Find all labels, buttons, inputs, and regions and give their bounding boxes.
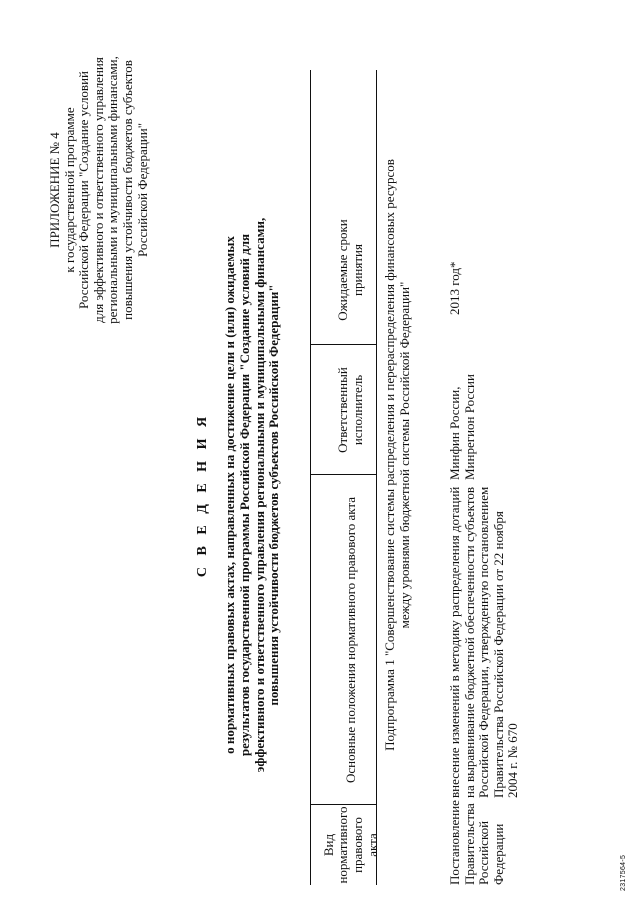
header-line: нормативного (335, 806, 351, 884)
row-act-type (447, 800, 506, 885)
cell-line: Российской Федерации, утвержденную постановлением (476, 486, 492, 798)
subprogram-title (383, 135, 412, 775)
cell-line: Постановление (447, 800, 462, 885)
cell-line: Правительства Российской Федерации от 22 ноября (490, 511, 506, 798)
header-provisions (327, 475, 375, 805)
document-code: 2317564-5 (620, 854, 627, 891)
header-line: Ответственный (335, 367, 351, 453)
subtitle-line: результатов государственной программы Российской Федерации "Создание условий для (236, 233, 252, 757)
subtitle-line: повышения устойчивости бюджетов субъектов Российской Федерации" (266, 284, 282, 706)
cell-line: Минрегион России (461, 374, 477, 480)
header-deadline (327, 195, 375, 345)
cell-line: Минфин России, (447, 386, 462, 480)
document-heading (195, 195, 282, 795)
cell-line: Федерации (490, 823, 506, 885)
cell-line: на выравнивание бюджетной обеспеченности субъектов (461, 487, 477, 798)
header-line: Ожидаемые сроки (335, 219, 351, 321)
appendix-line: Российской Федерации" (134, 122, 150, 258)
heading-subtitle (223, 195, 282, 795)
cell-line: внесение изменений в методику распределения дотаций (447, 486, 462, 798)
header-line: Основные положения нормативного правового акта (342, 496, 358, 784)
subtitle-line: о нормативных правовых актах, направленных на достижение цели и (или) ожидаемых (222, 236, 237, 754)
subtitle-line: эффективного и ответственного управления региональными и муниципальными финансами, (251, 217, 267, 773)
appendix-line: ПРИЛОЖЕНИЕ № 4 (47, 132, 62, 248)
row-provisions (448, 468, 521, 798)
heading-title: С В Е Д Е Н И Я (195, 412, 210, 578)
table-header-bottom-rule (376, 70, 377, 885)
cell-line: 2013 год* (447, 261, 462, 315)
header-line: принятия (350, 244, 365, 296)
appendix-block (48, 10, 150, 370)
subprogram-line: между уровнями бюджетной системы Российской Федерации" (396, 281, 412, 629)
header-line: Вид (320, 833, 336, 857)
appendix-line: к государственной программе (61, 107, 77, 273)
subprogram-line: Подпрограмма 1 "Совершенствование системы распределения и перераспределения финансовых ресурсов (382, 159, 397, 751)
appendix-line: региональными и муниципальными финансами, (105, 56, 121, 324)
appendix-line: Российской Федерации "Создание условий (76, 71, 92, 309)
cell-line: Правительства (461, 803, 477, 885)
header-act-type (320, 805, 380, 885)
row-deadline (448, 205, 463, 315)
header-line: правового акта (350, 817, 380, 873)
row-responsible (448, 350, 477, 480)
appendix-line: для эффективного и ответственного управления (90, 57, 106, 323)
header-responsible (327, 345, 375, 475)
cell-line: 2004 г. № 670 (505, 723, 521, 798)
appendix-line: повышения устойчивости бюджетов субъектов (119, 60, 135, 320)
header-line: исполнитель (350, 374, 365, 446)
table-top-rule (310, 70, 311, 885)
cell-line: Российской (476, 820, 492, 885)
